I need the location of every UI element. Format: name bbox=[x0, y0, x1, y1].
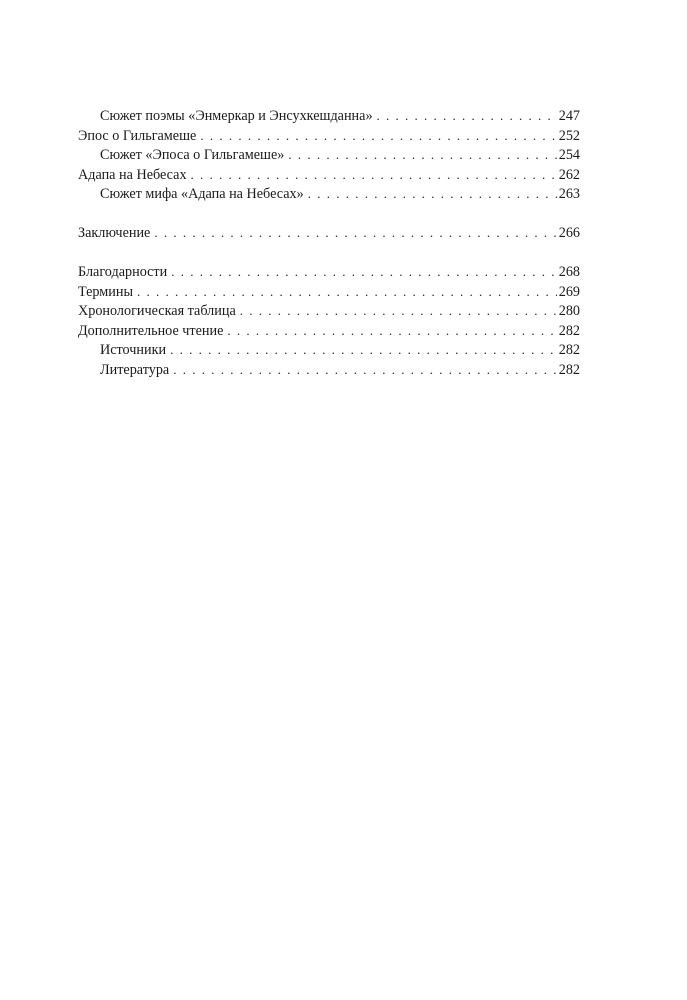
toc-entry-title: Хронологическая таблица bbox=[78, 303, 236, 319]
dot-leader bbox=[137, 282, 557, 302]
dot-leader bbox=[171, 262, 556, 282]
toc-entry-further-reading[interactable] bbox=[78, 321, 580, 341]
toc-entry-adapa-plot[interactable] bbox=[78, 184, 580, 204]
toc-entry-page: 247 bbox=[558, 108, 580, 124]
toc-entry-title: Источники bbox=[100, 342, 167, 358]
toc-entry-page: 280 bbox=[558, 303, 580, 319]
toc-entry-page: 282 bbox=[558, 342, 580, 358]
toc-entry-title: Термины bbox=[78, 283, 133, 300]
toc-entry-sources[interactable] bbox=[78, 340, 580, 360]
toc-entry-page: 263 bbox=[558, 186, 580, 202]
toc-entry-enmerkar-plot[interactable] bbox=[78, 106, 580, 126]
dot-leader bbox=[377, 106, 557, 126]
toc-entry-gilgamesh-plot[interactable] bbox=[78, 145, 580, 165]
toc-entry-page: 282 bbox=[558, 361, 580, 378]
toc-entry-title: Заключение bbox=[78, 225, 151, 241]
toc-entry-title: Сюжет «Эпоса о Гильгамеше» bbox=[100, 147, 285, 163]
toc-entry-title: Сюжет мифа «Адапа на Небесах» bbox=[100, 186, 304, 202]
table-of-contents bbox=[78, 106, 580, 379]
toc-entry-title: Благодарности bbox=[78, 264, 168, 280]
dot-leader bbox=[154, 223, 556, 243]
toc-entry-title: Сюжет поэмы «Энмеркар и Энсухкешданна» bbox=[100, 108, 373, 124]
dot-leader bbox=[173, 360, 556, 380]
toc-entry-acknowledgements[interactable] bbox=[78, 262, 580, 282]
toc-entry-page: 254 bbox=[558, 147, 580, 163]
dot-leader bbox=[288, 145, 556, 165]
toc-entry-page: 282 bbox=[558, 322, 580, 339]
dot-leader bbox=[308, 184, 557, 204]
toc-entry-glossary[interactable] bbox=[78, 282, 580, 302]
toc-entry-title: Эпос о Гильгамеше bbox=[78, 127, 197, 144]
toc-entry-title: Дополнительное чтение bbox=[78, 322, 224, 339]
dot-leader bbox=[240, 301, 557, 321]
toc-entry-title: Адапа на Небесах bbox=[78, 166, 187, 183]
toc-entry-literature[interactable] bbox=[78, 360, 580, 380]
toc-entry-adapa[interactable] bbox=[78, 165, 580, 185]
toc-entry-page: 252 bbox=[558, 127, 580, 144]
toc-entry-title: Литература bbox=[100, 361, 170, 378]
toc-entry-conclusion[interactable] bbox=[78, 223, 580, 243]
dot-leader bbox=[170, 340, 557, 360]
dot-leader bbox=[227, 321, 556, 341]
toc-entry-chronology[interactable] bbox=[78, 301, 580, 321]
toc-entry-gilgamesh-epic[interactable] bbox=[78, 126, 580, 146]
dot-leader bbox=[200, 126, 556, 146]
toc-entry-page: 269 bbox=[558, 283, 580, 300]
toc-entry-page: 266 bbox=[558, 225, 580, 241]
toc-entry-page: 268 bbox=[558, 264, 580, 280]
toc-entry-page: 262 bbox=[558, 166, 580, 183]
dot-leader bbox=[191, 165, 557, 185]
